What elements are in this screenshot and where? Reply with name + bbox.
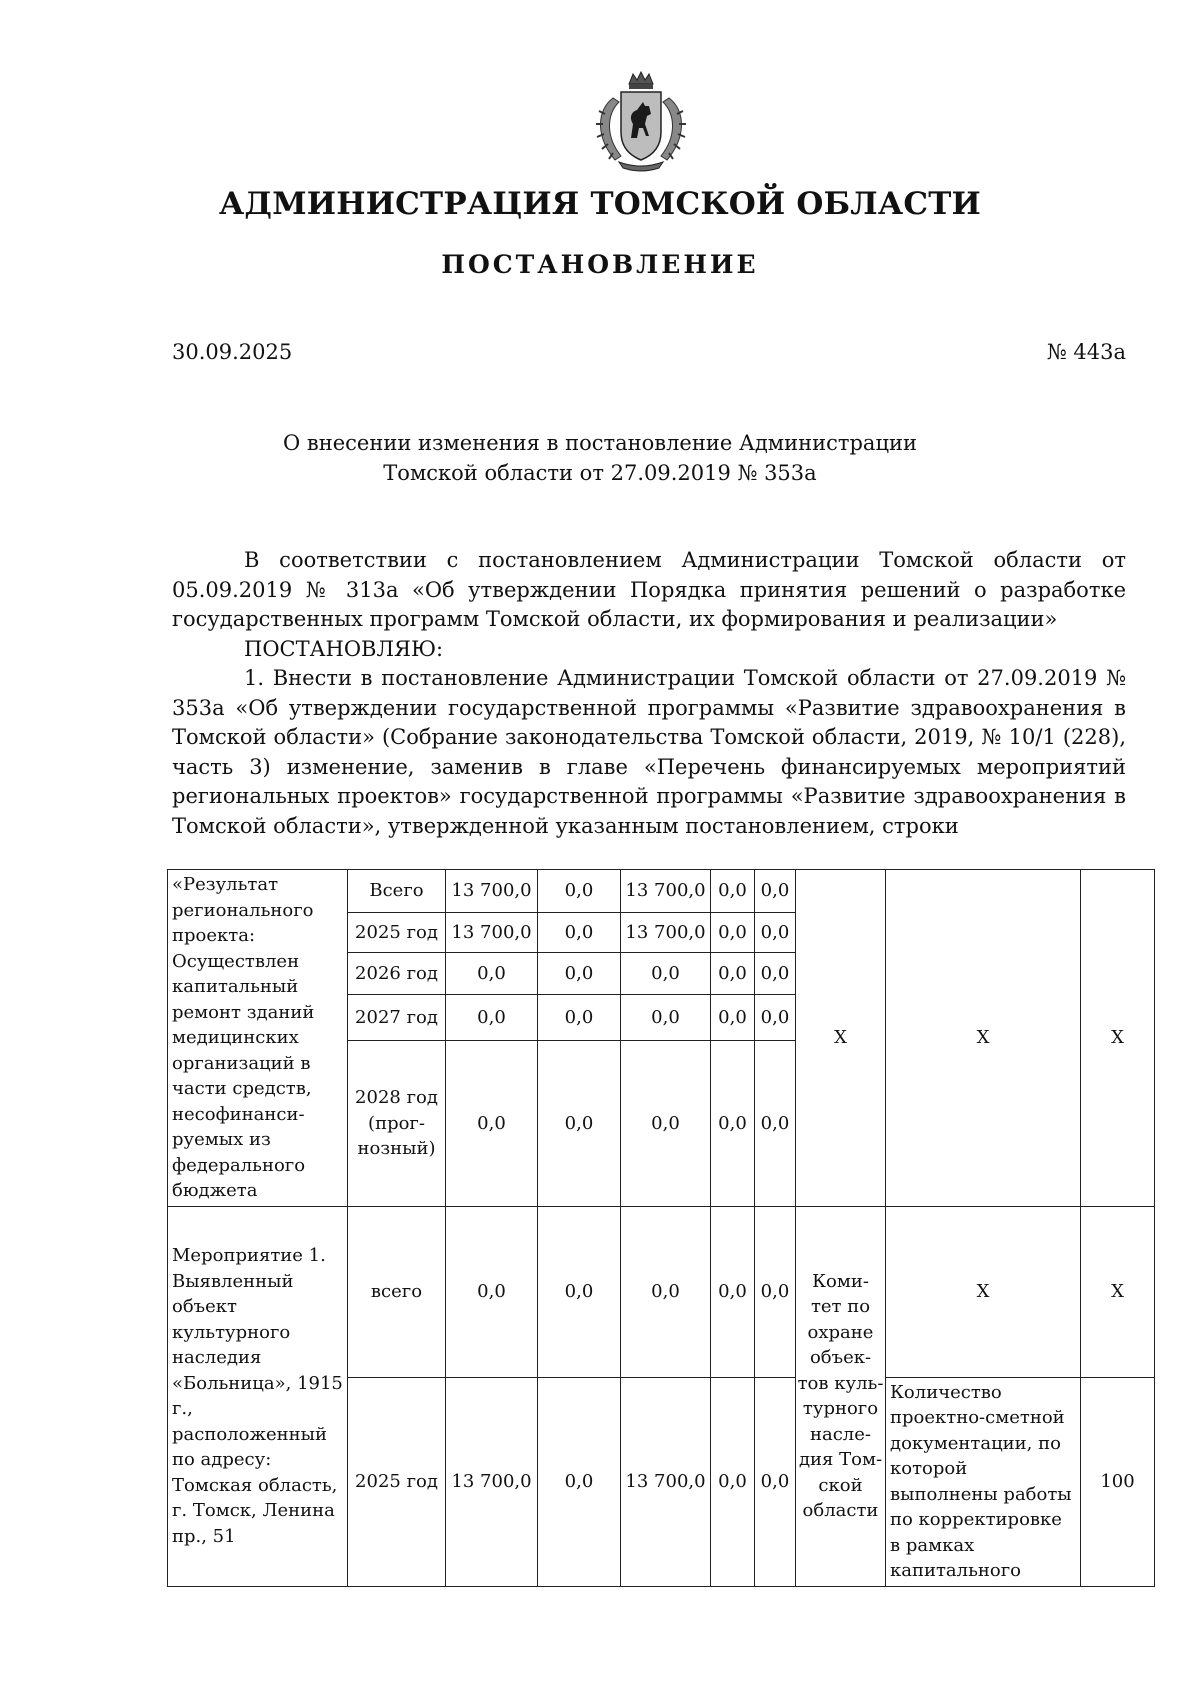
value-cell: 0,0 — [711, 953, 755, 995]
financing-table — [167, 869, 1155, 1587]
value-cell: 0,0 — [755, 1206, 796, 1377]
value-cell: 0,0 — [621, 995, 711, 1041]
indicator-cell: Х — [886, 1206, 1081, 1377]
period-cell: 2025 год — [348, 1377, 446, 1586]
value-cell: 0,0 — [538, 995, 621, 1041]
value-cell: 0,0 — [538, 870, 621, 913]
value-cell: 0,0 — [711, 870, 755, 913]
body-paragraph-item-1: 1. Внести в постановление Администрации Томской области от 27.09.2019 № 353а «Об утверждении государственной программы «Развитие здравоохранения в Томской области» (Собрание законодательства Томской области, 2019, № 10/1 (228), часть 3) изменение, заменив в главе «Перечень финансируемых мероприятий региональных проектов» государственной программы «Развитие здравоохранения в Томской области», утвержденной указанным постановлением, строки — [172, 666, 1126, 838]
total-cell: 0,0 — [446, 1206, 538, 1377]
value-cell: 0,0 — [711, 1206, 755, 1377]
document-type: ПОСТАНОВЛЕНИЕ — [441, 250, 759, 279]
value-cell: 0,0 — [755, 953, 796, 995]
value-cell: 0,0 — [711, 1377, 755, 1586]
result-name-cell: «Результат регионального проекта: Осуществлен капитальный ремонт зданий медицинских организаций в части средств, несофинанси-руемых из федерального бюджета — [168, 870, 348, 1207]
value-cell: 0,0 — [711, 1041, 755, 1206]
document-subject — [0, 428, 1200, 488]
value-cell: 0,0 — [621, 953, 711, 995]
value-cell: 0,0 — [538, 1041, 621, 1206]
coat-of-arms-icon — [585, 70, 697, 174]
period-cell: 2028 год (прог-нозный) — [348, 1041, 446, 1206]
body-paragraph-basis: В соответствии с постановлением Администрации Томской области от 05.09.2019 № 313а «Об утверждении Порядка принятия решений о разработке государственных программ Томской области, их формирования и реализации» — [172, 548, 1126, 631]
value-cell: 13 700,0 — [621, 1377, 711, 1586]
total-cell: 0,0 — [446, 1041, 538, 1206]
value-cell: 0,0 — [538, 953, 621, 995]
table-row — [168, 1206, 1155, 1377]
indicator-value-cell: 100 — [1081, 1377, 1155, 1586]
subject-line-1: О внесении изменения в постановление Администрации — [283, 431, 917, 455]
period-cell: 2026 год — [348, 953, 446, 995]
value-cell: 0,0 — [755, 995, 796, 1041]
document-body — [172, 546, 1126, 841]
total-cell: 13 700,0 — [446, 870, 538, 913]
value-cell: 13 700,0 — [621, 913, 711, 953]
executor-cell: Х — [796, 870, 886, 1207]
executor-cell: Коми-тет по охране объек-тов куль-турного насле-дия Том-ской области — [796, 1206, 886, 1586]
indicator-cell: Количество проектно-сметной документации, по которой выполнены работы по корректировке в рамках капитального — [886, 1377, 1081, 1586]
period-cell: 2027 год — [348, 995, 446, 1041]
table-row — [168, 870, 1155, 913]
subject-line-2: Томской области от 27.09.2019 № 353а — [383, 461, 817, 485]
value-cell: 0,0 — [621, 1206, 711, 1377]
value-cell: 0,0 — [711, 995, 755, 1041]
total-cell: 13 700,0 — [446, 913, 538, 953]
indicator-value-cell: Х — [1081, 1206, 1155, 1377]
total-cell: 0,0 — [446, 953, 538, 995]
total-cell: 13 700,0 — [446, 1377, 538, 1586]
activity-name-cell: Мероприятие 1. Выявленный объект культурного наследия «Больница», 1915 г., расположенный по адресу: Томская область, г. Томск, Ленина пр., 51 — [168, 1206, 348, 1586]
value-cell: 0,0 — [621, 1041, 711, 1206]
document-number: № 443а — [1046, 340, 1126, 364]
value-cell: 0,0 — [538, 1377, 621, 1586]
value-cell: 0,0 — [538, 1206, 621, 1377]
document-date: 30.09.2025 — [172, 340, 293, 364]
value-cell: 0,0 — [711, 913, 755, 953]
total-cell: 0,0 — [446, 995, 538, 1041]
period-cell: 2025 год — [348, 913, 446, 953]
period-cell: Всего — [348, 870, 446, 913]
value-cell: 13 700,0 — [621, 870, 711, 913]
value-cell: 0,0 — [755, 1377, 796, 1586]
indicator-cell: Х — [886, 870, 1081, 1207]
value-cell: 0,0 — [538, 913, 621, 953]
value-cell: 0,0 — [755, 870, 796, 913]
period-cell: всего — [348, 1206, 446, 1377]
body-paragraph-resolve: ПОСТАНОВЛЯЮ: — [244, 636, 444, 661]
indicator-value-cell: Х — [1081, 870, 1155, 1207]
value-cell: 0,0 — [755, 1041, 796, 1206]
value-cell: 0,0 — [755, 913, 796, 953]
organization-title: АДМИНИСТРАЦИЯ ТОМСКОЙ ОБЛАСТИ — [218, 186, 981, 222]
